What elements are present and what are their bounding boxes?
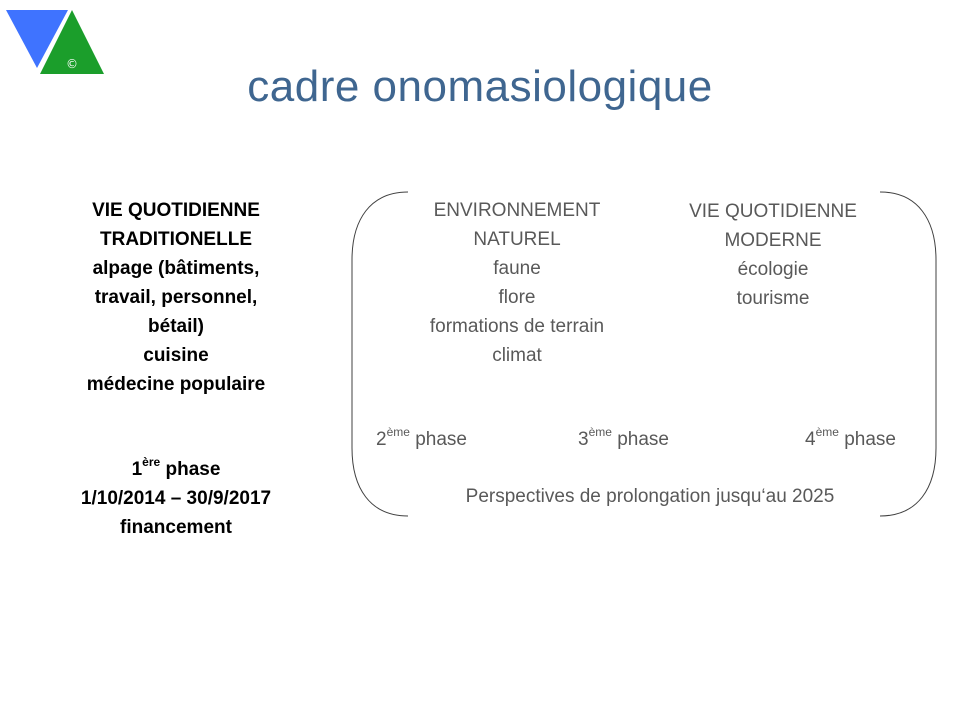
left-line: médecine populaire bbox=[86, 374, 266, 395]
left-bracket bbox=[352, 192, 408, 516]
modern-line: VIE QUOTIDIENNE bbox=[689, 201, 857, 222]
copyright-icon: © bbox=[66, 57, 78, 71]
funding-label: financement bbox=[120, 517, 232, 538]
first-phase-dates: 1/10/2014 – 30/9/2017 bbox=[80, 488, 272, 509]
left-line: VIE QUOTIDIENNE bbox=[92, 200, 260, 221]
natural-environment-block bbox=[402, 196, 632, 370]
traditional-life-block bbox=[50, 196, 302, 399]
env-line: climat bbox=[492, 345, 542, 366]
first-phase-label: 1ère phase bbox=[131, 454, 221, 480]
modern-life-block bbox=[662, 197, 884, 313]
env-line: faune bbox=[493, 258, 541, 279]
first-phase-block bbox=[50, 455, 302, 542]
right-bracket bbox=[880, 192, 936, 516]
page-title: cadre onomasiologique bbox=[247, 62, 713, 111]
env-line: flore bbox=[498, 287, 536, 308]
modern-line: tourisme bbox=[736, 288, 810, 309]
extension-perspectives: Perspectives de prolongation jusqu‘au 2025 bbox=[465, 486, 835, 507]
env-line: ENVIRONNEMENT bbox=[433, 200, 601, 221]
left-line: travail, personnel, bbox=[94, 287, 258, 308]
left-line: cuisine bbox=[143, 345, 209, 366]
modern-line: écologie bbox=[737, 259, 809, 280]
left-line: alpage (bâtiments, bbox=[92, 258, 260, 279]
fourth-phase-label: 4ème phase bbox=[805, 424, 896, 450]
env-line: NATUREL bbox=[473, 229, 561, 250]
third-phase-label: 3ème phase bbox=[578, 424, 669, 450]
env-line: formations de terrain bbox=[429, 316, 605, 337]
left-line: bétail) bbox=[148, 316, 204, 337]
second-phase-label: 2ème phase bbox=[376, 424, 467, 450]
left-line: TRADITIONELLE bbox=[100, 229, 252, 250]
modern-line: MODERNE bbox=[724, 230, 822, 251]
